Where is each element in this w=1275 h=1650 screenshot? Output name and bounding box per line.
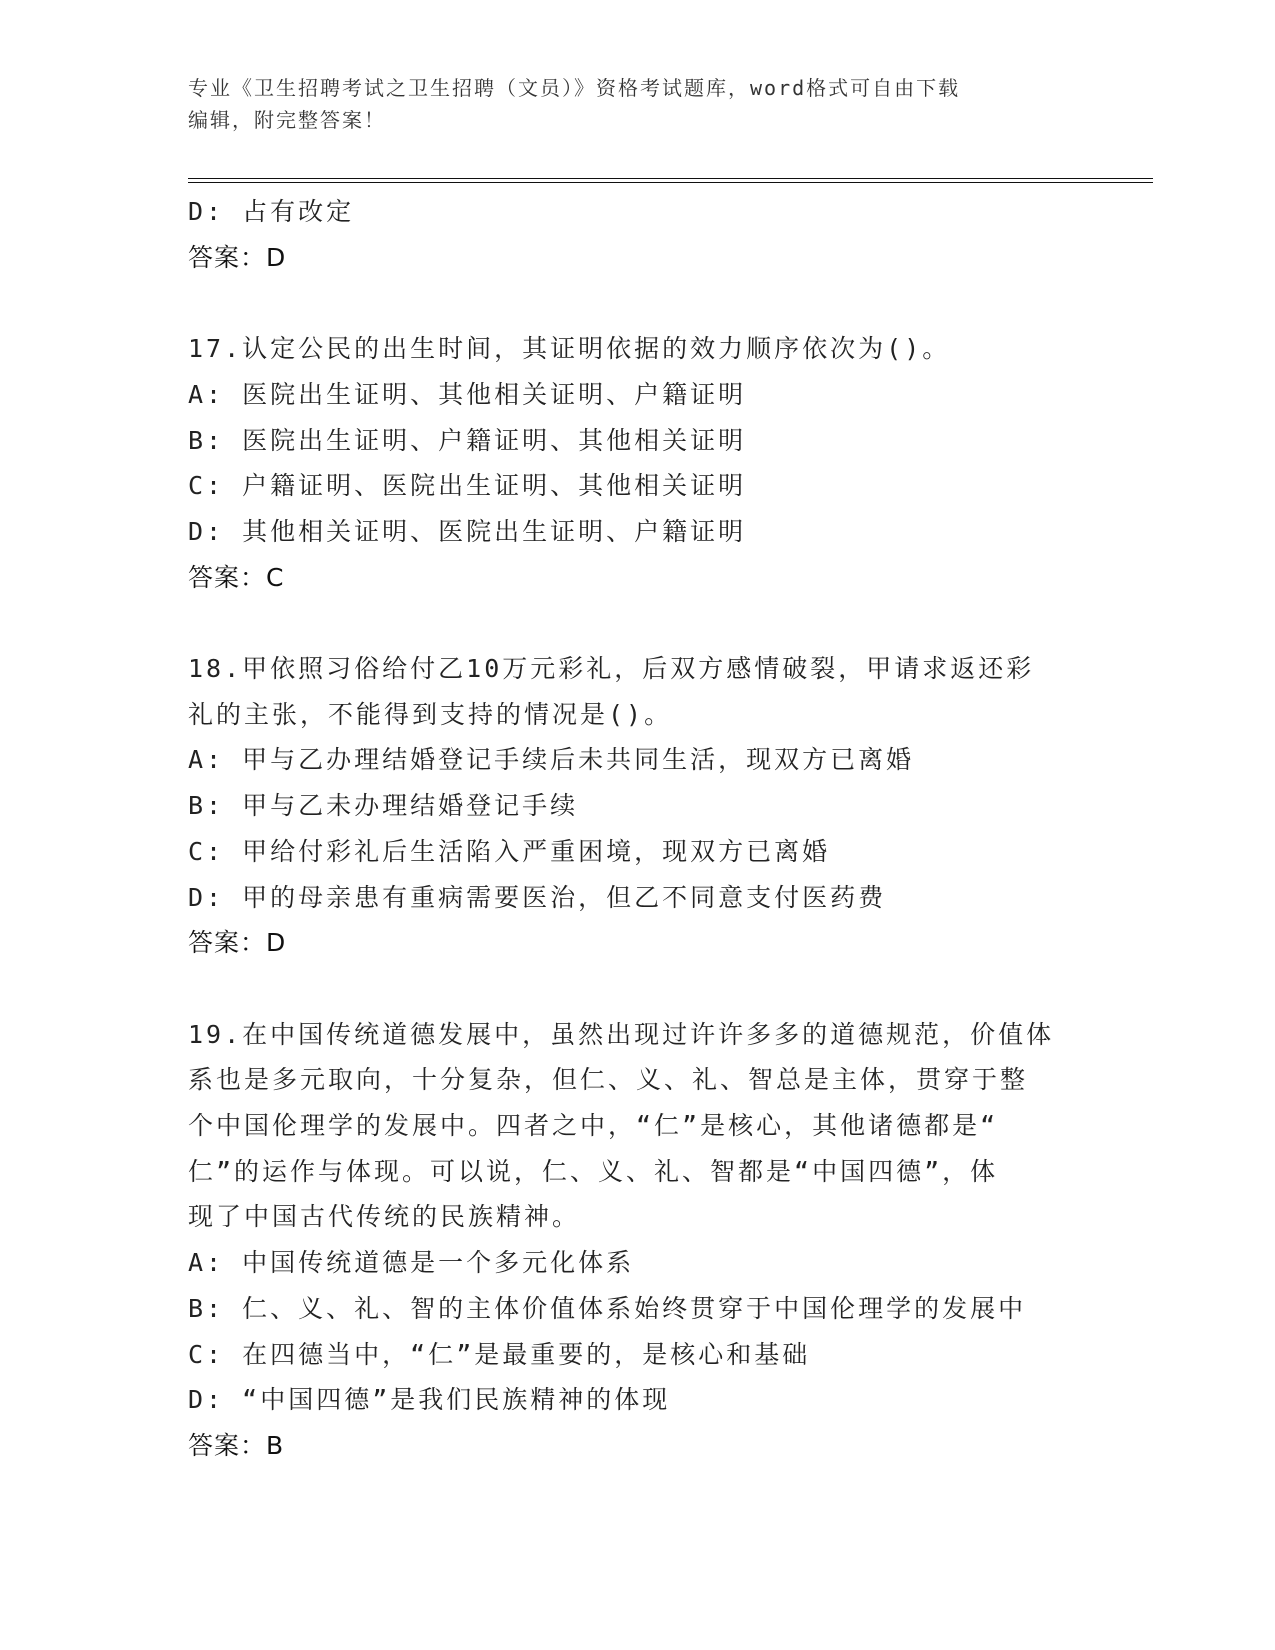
question-17 <box>188 326 1088 600</box>
answer-line: 答案：D <box>188 928 287 958</box>
header-line-2: 编辑，附完整答案！ <box>188 108 386 132</box>
spacer <box>188 600 1088 646</box>
option-c: C: 户籍证明、医院出生证明、其他相关证明 <box>188 471 747 501</box>
option-b: B: 仁、义、礼、智的主体价值体系始终贯穿于中国伦理学的发展中 <box>188 1293 1027 1323</box>
spacer <box>188 966 1088 1012</box>
header-line-1: 专业《卫生招聘考试之卫生招聘（文员）》资格考试题库，word格式可自由下载 <box>188 76 961 100</box>
document-header <box>188 72 1088 136</box>
spacer <box>188 280 1088 326</box>
question-stem: 现了中国古代传统的民族精神。 <box>188 1202 581 1232</box>
answer-line: 答案：B <box>188 1430 285 1460</box>
document-body <box>188 189 1088 1469</box>
header-divider <box>188 178 1153 183</box>
question-stem: 礼的主张，不能得到支持的情况是()。 <box>188 699 673 729</box>
question-18 <box>188 646 1088 966</box>
option-b: B: 甲与乙未办理结婚登记手续 <box>188 791 579 821</box>
option-c: C: 甲给付彩礼后生活陷入严重困境，现双方已离婚 <box>188 836 831 866</box>
option-d: D: 甲的母亲患有重病需要医治，但乙不同意支付医药费 <box>188 882 887 912</box>
option-a: A: 医院出生证明、其他相关证明、户籍证明 <box>188 379 747 409</box>
option-d: D: 其他相关证明、医院出生证明、户籍证明 <box>188 516 747 546</box>
question-stem: 系也是多元取向，十分复杂，但仁、义、礼、智总是主体，贯穿于整 <box>188 1065 1029 1095</box>
option-a: A: 甲与乙办理结婚登记手续后未共同生活，现双方已离婚 <box>188 745 915 775</box>
question-stem: 18.甲依照习俗给付乙10万元彩礼，后双方感情破裂，甲请求返还彩 <box>188 654 1035 683</box>
option-b: B: 医院出生证明、户籍证明、其他相关证明 <box>188 425 747 455</box>
question-stem: 个中国伦理学的发展中。四者之中，“仁”是核心，其他诸德都是“ <box>188 1111 999 1141</box>
question-stem: 19.在中国传统道德发展中，虽然出现过许许多多的道德规范，价值体 <box>188 1019 1055 1049</box>
previous-question-tail <box>188 189 1088 280</box>
answer-line: 答案：C <box>188 562 285 592</box>
question-19 <box>188 1012 1088 1469</box>
option-a: A: 中国传统道德是一个多元化体系 <box>188 1248 635 1278</box>
answer-line: 答案：D <box>188 242 287 272</box>
option-d: D: 占有改定 <box>188 197 355 226</box>
question-stem: 仁”的运作与体现。可以说，仁、义、礼、智都是“中国四德”，体 <box>188 1156 999 1186</box>
option-d: D: “中国四德”是我们民族精神的体现 <box>188 1385 671 1415</box>
question-stem: 17.认定公民的出生时间，其证明依据的效力顺序依次为()。 <box>188 334 951 364</box>
option-c: C: 在四德当中，“仁”是最重要的，是核心和基础 <box>188 1339 811 1369</box>
